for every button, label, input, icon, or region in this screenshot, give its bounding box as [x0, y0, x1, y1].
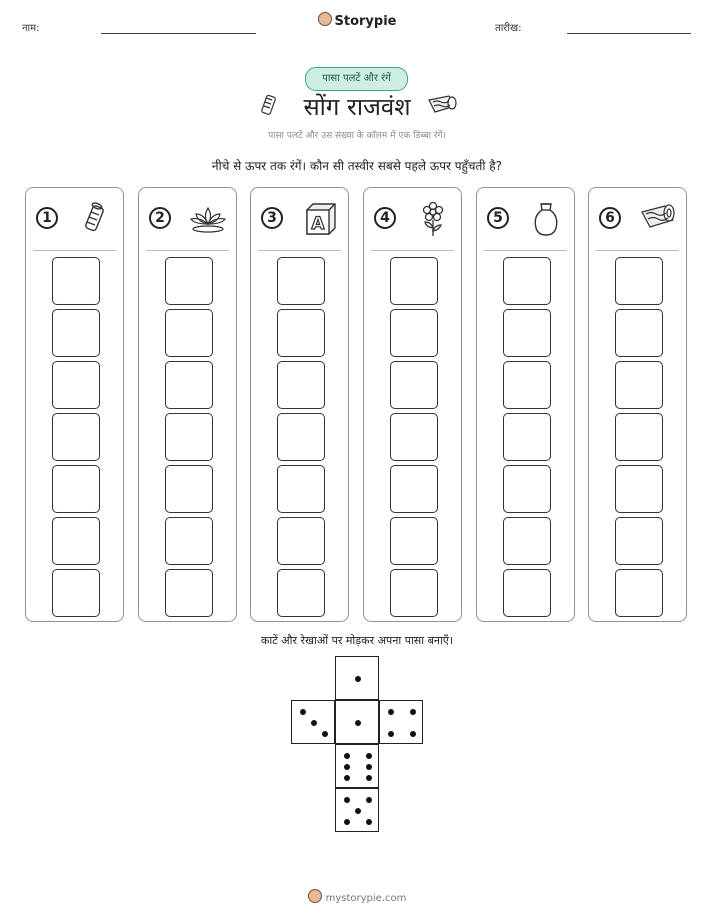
dice-pip	[366, 775, 372, 781]
dice-pip	[344, 775, 350, 781]
color-box[interactable]	[503, 361, 551, 409]
color-box[interactable]	[503, 569, 551, 617]
column-number: 4	[374, 207, 396, 229]
column-divider	[258, 250, 341, 251]
column-header	[589, 188, 686, 250]
column-number: 3	[261, 207, 283, 229]
svg-text:A: A	[311, 214, 325, 234]
color-box[interactable]	[615, 361, 663, 409]
dice-face-1	[335, 656, 379, 700]
column-number: 1	[36, 207, 58, 229]
column-number: 5	[487, 207, 509, 229]
color-box[interactable]	[52, 569, 100, 617]
date-line	[567, 33, 691, 34]
color-box[interactable]	[390, 517, 438, 565]
color-box[interactable]	[503, 257, 551, 305]
color-box[interactable]	[165, 361, 213, 409]
letter-block-icon	[301, 200, 339, 238]
dice-face-4	[379, 700, 423, 744]
color-box[interactable]	[390, 413, 438, 461]
color-box[interactable]	[165, 413, 213, 461]
column-1	[25, 187, 124, 622]
color-box[interactable]	[615, 309, 663, 357]
color-box[interactable]	[503, 517, 551, 565]
dice-pip	[344, 819, 350, 825]
title-fabric-roll-icon	[425, 94, 459, 116]
dice-instruction: काटें और रेखाओं पर मोड़कर अपना पासा बनाएँ।	[260, 634, 454, 647]
dice-pip	[366, 797, 372, 803]
name-line	[101, 33, 256, 34]
date-label: तारीख:	[495, 23, 522, 34]
name-label: नाम:	[22, 23, 40, 34]
column-header	[26, 188, 123, 250]
color-box[interactable]	[503, 413, 551, 461]
color-box[interactable]	[52, 465, 100, 513]
color-box[interactable]	[165, 517, 213, 565]
color-box[interactable]	[52, 361, 100, 409]
color-box[interactable]	[52, 413, 100, 461]
color-box[interactable]	[615, 569, 663, 617]
dice-pip	[344, 797, 350, 803]
dice-face-6	[335, 744, 379, 788]
color-box[interactable]	[277, 309, 325, 357]
dice-pip	[300, 709, 306, 715]
dice-pip	[344, 764, 350, 770]
storypie-logo-icon	[318, 12, 332, 26]
color-box[interactable]	[277, 569, 325, 617]
color-box[interactable]	[390, 361, 438, 409]
color-box[interactable]	[52, 517, 100, 565]
brand-logo	[0, 12, 714, 29]
dice-pip	[366, 819, 372, 825]
dice-pip	[388, 709, 394, 715]
color-box[interactable]	[165, 257, 213, 305]
column-divider	[484, 250, 567, 251]
dice-pip	[355, 676, 361, 682]
dice-pip	[355, 720, 361, 726]
color-box[interactable]	[165, 569, 213, 617]
column-header	[251, 188, 348, 250]
color-box[interactable]	[277, 361, 325, 409]
fabric-roll-icon	[639, 200, 677, 238]
brand-name: Storypie	[334, 14, 397, 29]
column-divider	[596, 250, 679, 251]
color-box[interactable]	[277, 465, 325, 513]
instruction-text: नीचे से ऊपर तक रंगें। कौन सी तस्वीर सबसे पहले ऊपर पहुँचती है?	[211, 159, 503, 173]
color-box[interactable]	[615, 517, 663, 565]
color-box[interactable]	[615, 413, 663, 461]
flower-icon	[414, 200, 452, 238]
color-box[interactable]	[390, 257, 438, 305]
dice-pip	[410, 731, 416, 737]
dice-pip	[355, 808, 361, 814]
color-box[interactable]	[165, 309, 213, 357]
dice-pip	[366, 764, 372, 770]
color-box[interactable]	[52, 309, 100, 357]
column-number: 2	[149, 207, 171, 229]
color-box[interactable]	[277, 413, 325, 461]
color-box[interactable]	[277, 517, 325, 565]
column-2	[138, 187, 237, 622]
dice-face-1	[335, 700, 379, 744]
column-header	[477, 188, 574, 250]
column-5	[476, 187, 575, 622]
color-box[interactable]	[277, 257, 325, 305]
dice-pip	[344, 753, 350, 759]
footer-site: mystorypie.com	[325, 893, 407, 904]
scroll-icon	[76, 200, 114, 238]
footer-logo-icon	[308, 889, 322, 903]
color-box[interactable]	[503, 309, 551, 357]
page-title: सोंग राजवंश	[303, 93, 411, 121]
dice-pip	[311, 720, 317, 726]
dice-face-5	[335, 788, 379, 832]
dice-pip	[322, 731, 328, 737]
vase-icon	[527, 200, 565, 238]
column-header	[139, 188, 236, 250]
column-header	[364, 188, 461, 250]
color-box[interactable]	[52, 257, 100, 305]
column-6	[588, 187, 687, 622]
dice-pip	[410, 709, 416, 715]
column-3	[250, 187, 349, 622]
footer	[0, 889, 714, 904]
color-box[interactable]	[165, 465, 213, 513]
color-box[interactable]	[503, 465, 551, 513]
dice-pip	[366, 753, 372, 759]
page-subtitle: पासा पलटें और उस संख्या के कॉलम में एक डिब्बा रंगें।	[268, 131, 446, 141]
column-number: 6	[599, 207, 621, 229]
color-box[interactable]	[390, 569, 438, 617]
column-divider	[371, 250, 454, 251]
column-divider	[146, 250, 229, 251]
column-divider	[33, 250, 116, 251]
activity-badge: पासा पलटें और रंगें	[305, 67, 408, 91]
dice-face-3	[291, 700, 335, 744]
dice-pip	[388, 731, 394, 737]
color-box[interactable]	[390, 465, 438, 513]
color-box[interactable]	[390, 309, 438, 357]
color-box[interactable]	[615, 257, 663, 305]
column-4	[363, 187, 462, 622]
lotus-icon	[189, 200, 227, 238]
color-box[interactable]	[615, 465, 663, 513]
